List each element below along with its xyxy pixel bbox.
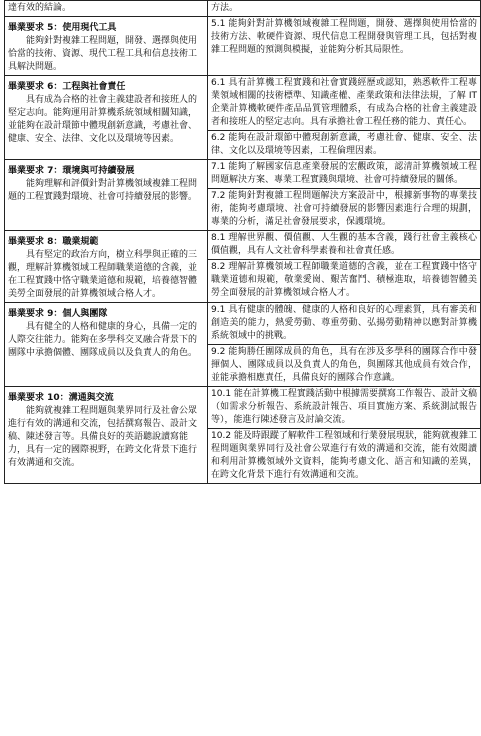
requirement-cell <box>5 387 208 484</box>
requirement-title: 畢業要求 8：職業規範 <box>8 237 99 247</box>
indicator-cell <box>208 429 481 484</box>
indicator-cell <box>208 17 481 76</box>
requirement-cell <box>5 160 208 231</box>
requirement-description: 具有成為合格的社會主義建設者和接班人的堅定志向。能夠運用計算機系統領域相關知識，並能夠在設計環節中體現創新意識，考慮社會、健康、安全、法律、文化以及環境等因素。 <box>8 95 198 144</box>
indicator-cell <box>208 160 481 189</box>
table-row <box>5 231 481 260</box>
table-row <box>5 160 481 189</box>
indicator-text: 9.1 具有健康的體魄、健康的人格和良好的心理素質，具有審美和創造美的能力，熱愛勞動、尊重勞動、弘揚勞動精神以應對計算機系統領域中的挑戰。 <box>211 305 477 341</box>
indicator-cell <box>208 260 481 303</box>
continued-text: 達有效的結論。 <box>8 3 72 13</box>
table-row <box>5 1 481 17</box>
table-row <box>5 17 481 76</box>
requirement-description: 具有健全的人格和健康的身心，具備一定的人際交往能力。能夠在多學科交叉融合背景下的團隊中承擔個體、團隊成員以及負責人的角色。 <box>8 322 198 358</box>
continued-text: 方法。 <box>211 3 239 13</box>
requirements-table <box>4 0 481 484</box>
requirement-description: 具有堅定的政治方向，樹立科學與正確的三觀，理解計算機領域工程師職業道德的含義，並在工程實踐中恪守職業道德和規範，培養德智體美勞全面發展的計算機領域合格人才。 <box>8 250 198 299</box>
requirement-title: 畢業要求 6：工程與社會責任 <box>8 82 126 92</box>
indicator-text: 10.1 能在計算機工程實踐活動中根據需要撰寫工作報告、設計文稿（如需求分析報告、系統設計報告、項目實施方案、系統測試報告等），能進行陳述發言及討論交流。 <box>211 389 477 425</box>
requirement-title: 畢業要求 10：溝通與交流 <box>8 393 114 403</box>
requirement-cell <box>5 17 208 76</box>
requirement-title: 畢業要求 7：環境與可持續發展 <box>8 166 135 176</box>
table-row <box>5 76 481 131</box>
indicator-cell <box>208 345 481 387</box>
indicator-text: 10.2 能及時跟蹤了解軟件工程領域和行業發展現狀，能夠就複雜工程問題與業界同行及社會公眾進行有效的溝通和交流，能有效閱讀和利用計算機領域外文資料，能夠考慮文化、語言和知識的差異，在跨文化背景下進行有效溝通和交流。 <box>211 431 477 480</box>
indicator-text: 6.1 具有計算機工程實踐和社會實踐經歷或認知，熟悉軟件工程專業領域相關的技術標準、知識產權、產業政策和法律法規，了解 IT 企業計算機軟硬件產品品質管理體系，有成為合格的社會主義建設者和接班人的堅定志向。具有承擔社會工程任務的能力、責任心。 <box>211 78 477 127</box>
requirement-cell <box>5 231 208 303</box>
requirement-description: 能夠就複雜工程問題與業界同行及社會公眾進行有效的溝通和交流，包括撰寫報告、設計文稿、陳述發言等。具備良好的英語聽說讀寫能力，具有一定的國際視野，在跨文化背景下進行有效溝通和交流。 <box>8 406 198 468</box>
indicator-text: 7.2 能夠針對複雜工程問題解決方案設計中，根據新事物的專業技術，能夠考慮環境、社會可持續發展的影響因素進行合理的規劃，專業的分析，滿足社會發展要求，保護環境。 <box>211 191 477 227</box>
table-row <box>5 303 481 345</box>
requirement-cell <box>5 76 208 160</box>
indicator-cell <box>208 76 481 131</box>
indicator-cell <box>208 387 481 429</box>
continued-cell-left <box>5 1 208 17</box>
requirement-description: 能夠理解和評價針對計算機領域複雜工程問題的工程實踐對環境、社會可持續發展的影響。 <box>8 179 198 202</box>
requirement-cell <box>5 303 208 387</box>
indicator-text: 7.1 能夠了解國家信息產業發展的宏觀政策，認清計算機領域工程問題解決方案、專業工程實踐與環境、社會可持續發展的關係。 <box>211 162 477 185</box>
indicator-text: 6.2 能夠在設計環節中體現創新意識，考慮社會、健康、安全、法律、文化以及環境等因素，工程倫理因素。 <box>211 133 477 156</box>
requirement-title: 畢業要求 9：個人與團隊 <box>8 309 108 319</box>
continued-cell-right <box>208 1 481 17</box>
indicator-cell <box>208 131 481 160</box>
requirement-description: 能夠針對複雜工程問題，開發、選擇與使用恰當的技術、資源、現代工程工具和信息技術工具解決問題。 <box>8 36 198 72</box>
table-row <box>5 387 481 429</box>
indicator-text: 9.2 能夠勝任團隊成員的角色，具有在涉及多學科的團隊合作中發揮個人、團隊成員以及負責人的角色，與團隊其他成員有效合作，並能承擔相應責任，具備良好的團隊合作意識。 <box>211 347 477 383</box>
indicator-text: 8.1 理解世界觀、價值觀、人生觀的基本含義，踐行社會主義核心價值觀，具有人文社會科學素養和社會責任感。 <box>211 233 477 256</box>
indicator-cell <box>208 189 481 231</box>
indicator-text: 8.2 理解計算機領域工程師職業道德的含義，並在工程實踐中恪守職業道德和規範，敬業愛崗、艱苦奮鬥、積極進取，培養德智體美勞全面發展的計算機領域合格人才。 <box>211 262 477 299</box>
indicator-cell <box>208 303 481 345</box>
indicator-cell <box>208 231 481 260</box>
requirement-title: 畢業要求 5：使用現代工具 <box>8 23 117 33</box>
indicator-text: 5.1 能夠針對計算機領域複雜工程問題，開發、選擇與使用恰當的技術方法、軟硬件資源、現代信息工程開發與管理工具，包括對複雜工程問題的預測與模擬，並能夠分析其局限性。 <box>211 19 477 55</box>
